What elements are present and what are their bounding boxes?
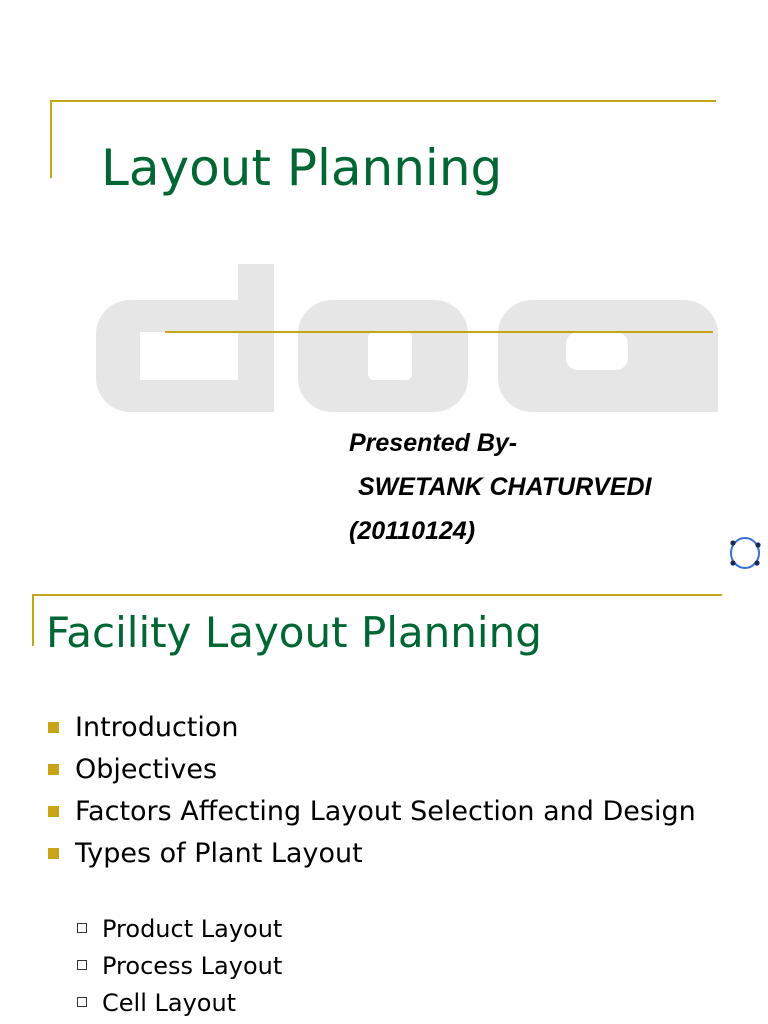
slide-agenda [0, 590, 768, 1024]
sub-list [0, 911, 768, 1022]
slide-title-heading: Layout Planning [101, 139, 503, 197]
gold-square-bullet-icon [48, 764, 59, 775]
presenter-name: SWETANK CHATURVEDI [358, 473, 652, 501]
list-item-label: Introduction [75, 712, 239, 743]
list-item [0, 752, 768, 787]
hollow-square-bullet-icon [77, 960, 87, 970]
hollow-square-bullet-icon [77, 923, 87, 933]
list-item [0, 794, 768, 829]
presenter-id: (20110124) [349, 517, 476, 545]
circular-loop-icon [724, 532, 766, 574]
agenda-list [0, 710, 768, 878]
sub-list-item [0, 985, 768, 1022]
list-item-label: Factors Affecting Layout Selection and Design [75, 796, 696, 827]
list-item [0, 836, 768, 871]
left-accent-line [32, 594, 34, 646]
sub-list-item [0, 948, 768, 985]
sub-list-item-label: Process Layout [102, 952, 283, 980]
agenda-title: Facility Layout Planning [46, 608, 542, 657]
list-item-label: Types of Plant Layout [75, 838, 363, 869]
gold-square-bullet-icon [48, 722, 59, 733]
doc-logo-watermark-icon [96, 262, 718, 414]
left-accent-line [50, 100, 52, 178]
sub-list-item-label: Cell Layout [102, 989, 237, 1017]
mid-accent-line [165, 331, 713, 333]
gold-square-bullet-icon [48, 848, 59, 859]
sub-list-item [0, 911, 768, 948]
sub-list-item-label: Product Layout [102, 915, 283, 943]
gold-square-bullet-icon [48, 806, 59, 817]
hollow-square-bullet-icon [77, 997, 87, 1007]
presenter-heading: Presented By- [349, 429, 518, 457]
top-accent-line [50, 100, 716, 102]
list-item [0, 710, 768, 745]
list-item-label: Objectives [75, 754, 218, 785]
top-accent-line [32, 594, 722, 596]
